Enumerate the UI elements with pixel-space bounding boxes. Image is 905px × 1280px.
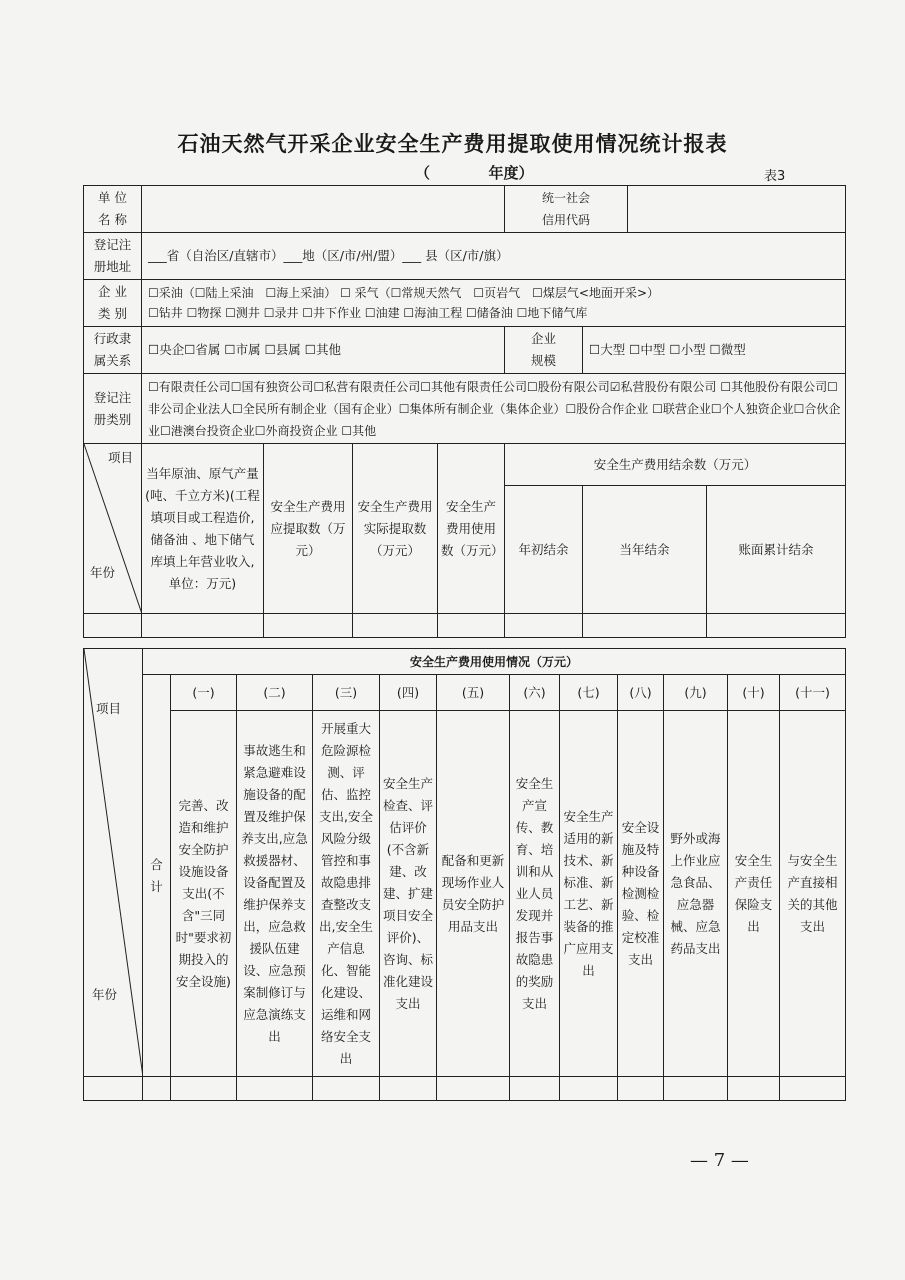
year-open: （ — [415, 164, 431, 182]
report-title: 石油天然气开采企业安全生产费用提取使用情况统计报表 — [177, 131, 728, 156]
usage-header: 安全生产费用使用情况（万元） — [143, 649, 846, 675]
category-label: 企 业 类 别 — [84, 280, 142, 327]
address-label: 登记注 册地址 — [84, 233, 142, 280]
balance-header: 安全生产费用结余数（万元） — [505, 444, 846, 486]
t2-data-cell[interactable] — [510, 1077, 560, 1101]
output-header: 当年原油、原气产量(吨、千立方米)(工程填项目或工程造价, 储备油 、地下储气库填上年营业收入, 单位：万元) — [142, 444, 264, 614]
balance-col-opening: 年初结余 — [505, 486, 583, 614]
t1-data-cell[interactable] — [142, 614, 264, 638]
credit-code-label: 统一社会 信用代码 — [505, 186, 628, 233]
t1-corner-year: 年份 — [90, 565, 116, 580]
col-desc-2: 事故逃生和紧急避难设施设备的配置及维护保养支出,应急救援器材、设备配置及维护保养支出，应急救援队伍建设、应急预案制修订与应急演练支出 — [237, 711, 313, 1077]
col-desc-10: 安全生产责任保险支出 — [728, 711, 780, 1077]
t2-data-cell[interactable] — [313, 1077, 380, 1101]
year-label — [415, 162, 534, 183]
category-field[interactable] — [142, 280, 846, 327]
col-no-8: (八) — [618, 675, 664, 711]
col-desc-7: 安全生产适用的新技术、新标准、新工艺、新装备的推广应用支出 — [560, 711, 618, 1077]
reg-type-label: 登记注 册类别 — [84, 374, 142, 444]
unit-name-label: 单 位 名 称 — [84, 186, 142, 233]
col-no-3: (三) — [313, 675, 380, 711]
t2-data-cell[interactable] — [664, 1077, 728, 1101]
category-line-2[interactable]: ☐钻井 ☐物探 ☐测井 ☐录井 ☐井下作业 ☐油建 ☐海油工程 ☐储备油 ☐地下储气库 — [148, 306, 588, 320]
t1-data-cell[interactable] — [438, 614, 505, 638]
t2-data-cell[interactable] — [437, 1077, 510, 1101]
t1-data-cell[interactable] — [583, 614, 707, 638]
scale-field[interactable]: ☐大型 ☐中型 ☐小型 ☐微型 — [583, 327, 846, 374]
col-no-10: (十) — [728, 675, 780, 711]
credit-code-field[interactable] — [628, 186, 846, 233]
t1-data-cell[interactable] — [264, 614, 353, 638]
t1-corner-diagonal — [84, 444, 142, 614]
col-desc-1: 完善、改造和维护安全防护设施设备支出(不含"三同时"要求初期投入的安全设施) — [171, 711, 237, 1077]
t2-data-cell[interactable] — [728, 1077, 780, 1101]
t2-data-cell[interactable] — [237, 1077, 313, 1101]
col-desc-3: 开展重大危险源检测、评估、监控支出,安全风险分级管控和事故隐患排查整改支出,安全生产信息化、智能化建设、运维和网络安全支出 — [313, 711, 380, 1077]
t1-data-cell[interactable] — [707, 614, 846, 638]
col-desc-9: 野外或海上作业应急食品、应急器械、应急药品支出 — [664, 711, 728, 1077]
col-desc-5: 配备和更新现场作业人员安全防护用品支出 — [437, 711, 510, 1077]
category-line-1[interactable]: ☐采油（☐陆上采油 ☐海上采油） ☐ 采气（☐常规天然气 ☐页岩气 ☐煤层气<地面开采>） — [148, 286, 660, 300]
col-no-6: (六) — [510, 675, 560, 711]
t2-corner-cell — [84, 649, 143, 1077]
col-desc-8: 安全设施及特种设备检测检验、检定校准支出 — [618, 711, 664, 1077]
t2-data-cell[interactable] — [84, 1077, 143, 1101]
t1-corner-cell — [84, 444, 142, 614]
col-desc-4: 安全生产检查、评估评价(不含新建、改建、扩建项目安全评价)、咨询、标准化建设支出 — [380, 711, 437, 1077]
should-extract-header: 安全生产费用应提取数（万元） — [264, 444, 353, 614]
col-no-11: (十一) — [780, 675, 846, 711]
scale-label: 企业 规模 — [505, 327, 583, 374]
t2-data-cell[interactable] — [780, 1077, 846, 1101]
total-header: 合计 — [143, 675, 171, 1077]
t1-corner-item: 项目 — [107, 450, 133, 465]
col-no-5: (五) — [437, 675, 510, 711]
actual-extract-header: 安全生产费用实际提取数（万元） — [353, 444, 438, 614]
table-number: 表3 — [764, 169, 786, 184]
info-table — [83, 185, 846, 638]
col-desc-6: 安全生产宣传、教育、培训和从业人员发现并报告事故隐患的奖励支出 — [510, 711, 560, 1077]
col-no-2: (二) — [237, 675, 313, 711]
unit-name-field[interactable] — [142, 186, 505, 233]
used-header: 安全生产费用使用数（万元） — [438, 444, 505, 614]
col-desc-11: 与安全生产直接相关的其他支出 — [780, 711, 846, 1077]
col-no-9: (九) — [664, 675, 728, 711]
balance-col-current: 当年结余 — [583, 486, 707, 614]
t2-data-cell[interactable] — [143, 1077, 171, 1101]
t2-data-cell[interactable] — [171, 1077, 237, 1101]
t2-data-cell[interactable] — [618, 1077, 664, 1101]
t1-data-cell[interactable] — [84, 614, 142, 638]
page-number: — 7 — — [690, 1150, 749, 1171]
t2-corner-year: 年份 — [92, 987, 118, 1002]
t2-data-cell[interactable] — [560, 1077, 618, 1101]
address-field[interactable]: ___省（自治区/直辖市）___地（区/市/州/盟）___ 县（区/市/旗） — [142, 233, 846, 280]
balance-col-accumulated: 账面累计结余 — [707, 486, 846, 614]
col-no-1: (一) — [171, 675, 237, 711]
admin-field[interactable]: ☐央企☐省属 ☐市属 ☐县属 ☐其他 — [142, 327, 505, 374]
col-no-4: (四) — [380, 675, 437, 711]
reg-type-field[interactable]: ☐有限责任公司☐国有独资公司☐私营有限责任公司☐其他有限责任公司☐股份有限公司☑私营股份有限公司 ☐其他股份有限公司☐非公司企业法人☐全民所有制企业（国有企业）☐集体所有制企业（集体企业）☐股份合作企业 ☐联营企业☐个人独资企业☐合伙企业☐港澳台投资企业☐外商投资企业 ☐其他 — [142, 374, 846, 444]
admin-label: 行政隶 属关系 — [84, 327, 142, 374]
usage-table — [83, 648, 846, 1101]
t2-data-cell[interactable] — [380, 1077, 437, 1101]
col-no-7: (七) — [560, 675, 618, 711]
year-text: 年度） — [488, 164, 534, 182]
t2-corner-item: 项目 — [96, 701, 122, 716]
t1-data-cell[interactable] — [505, 614, 583, 638]
t1-data-cell[interactable] — [353, 614, 438, 638]
